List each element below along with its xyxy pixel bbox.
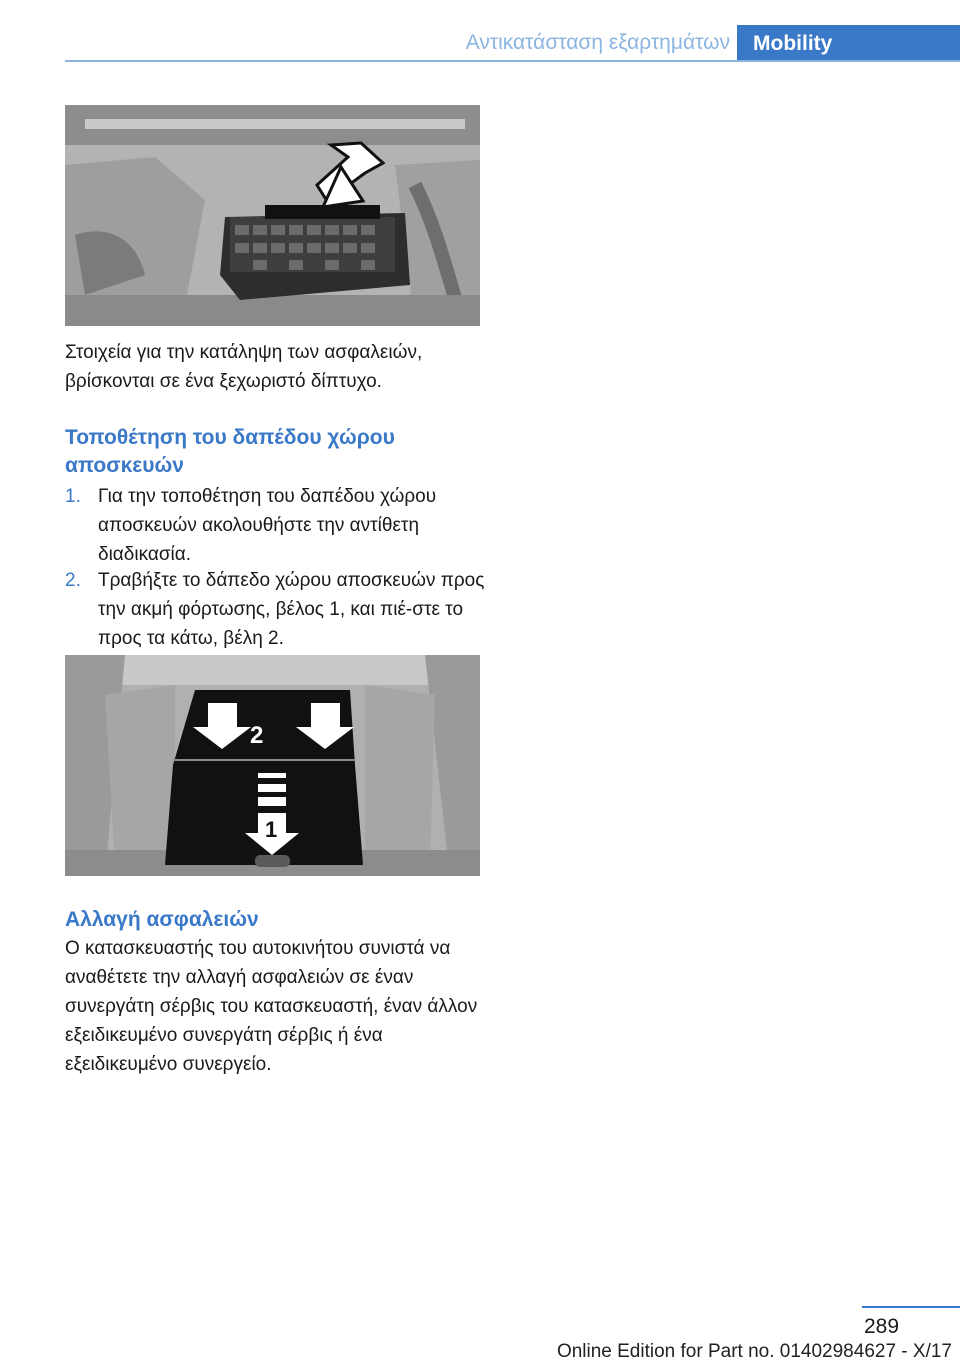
step-text: Τραβήξτε το δάπεδο χώρου αποσκευών προς την ακμή φόρτωσης, βέλος 1, και πιέ‐στε το προς τα κάτω, βέλη 2. — [98, 570, 485, 649]
header-section-title: Αντικατάσταση εξαρτημάτων — [465, 31, 730, 54]
header-rule — [65, 60, 960, 62]
arrow-2-left-label: 2 — [250, 722, 264, 749]
page-number: 289 — [864, 1315, 900, 1338]
step-number: 1. — [65, 486, 81, 507]
floor-install-heading: Τοποθέτηση του δαπέδου χώρου αποσκευών — [65, 426, 395, 477]
step-item — [65, 482, 495, 570]
arrow-1-label: 1 — [265, 817, 278, 842]
fuse-info-text: Στοιχεία για την κατάληψη των ασφαλειών, βρίσκονται σε ένα ξεχωριστό δίπτυχο. — [65, 342, 423, 392]
fuse-change-text: Ο κατασκευαστής του αυτοκινήτου συνιστά να αναθέτετε την αλλαγή ασφαλειών σε έναν συνεργάτη σέρβις του κατασκευαστή, έναν άλλον εξειδικευμένο συνεργάτη σέρβις ή ένα εξειδικευμένο συνεργείο. — [65, 938, 478, 1075]
luggage-floor-figure — [65, 655, 480, 876]
step-text: Για την τοποθέτηση του δαπέδου χώρου αποσκευών ακολουθήστε την αντίθετη διαδικασία. — [98, 486, 437, 565]
arrow-2-right-label: 2 — [317, 722, 331, 749]
chapter-tab: Mobility — [737, 25, 960, 62]
step-number: 2. — [65, 570, 81, 591]
fuse-change-heading: Αλλαγή ασφαλειών — [65, 908, 259, 931]
step-item — [65, 566, 495, 654]
edition-note: Online Edition for Part no. 01402984627 - X/17 — [556, 1341, 952, 1362]
footer-rule — [862, 1306, 960, 1308]
fuse-box-figure — [65, 105, 480, 326]
